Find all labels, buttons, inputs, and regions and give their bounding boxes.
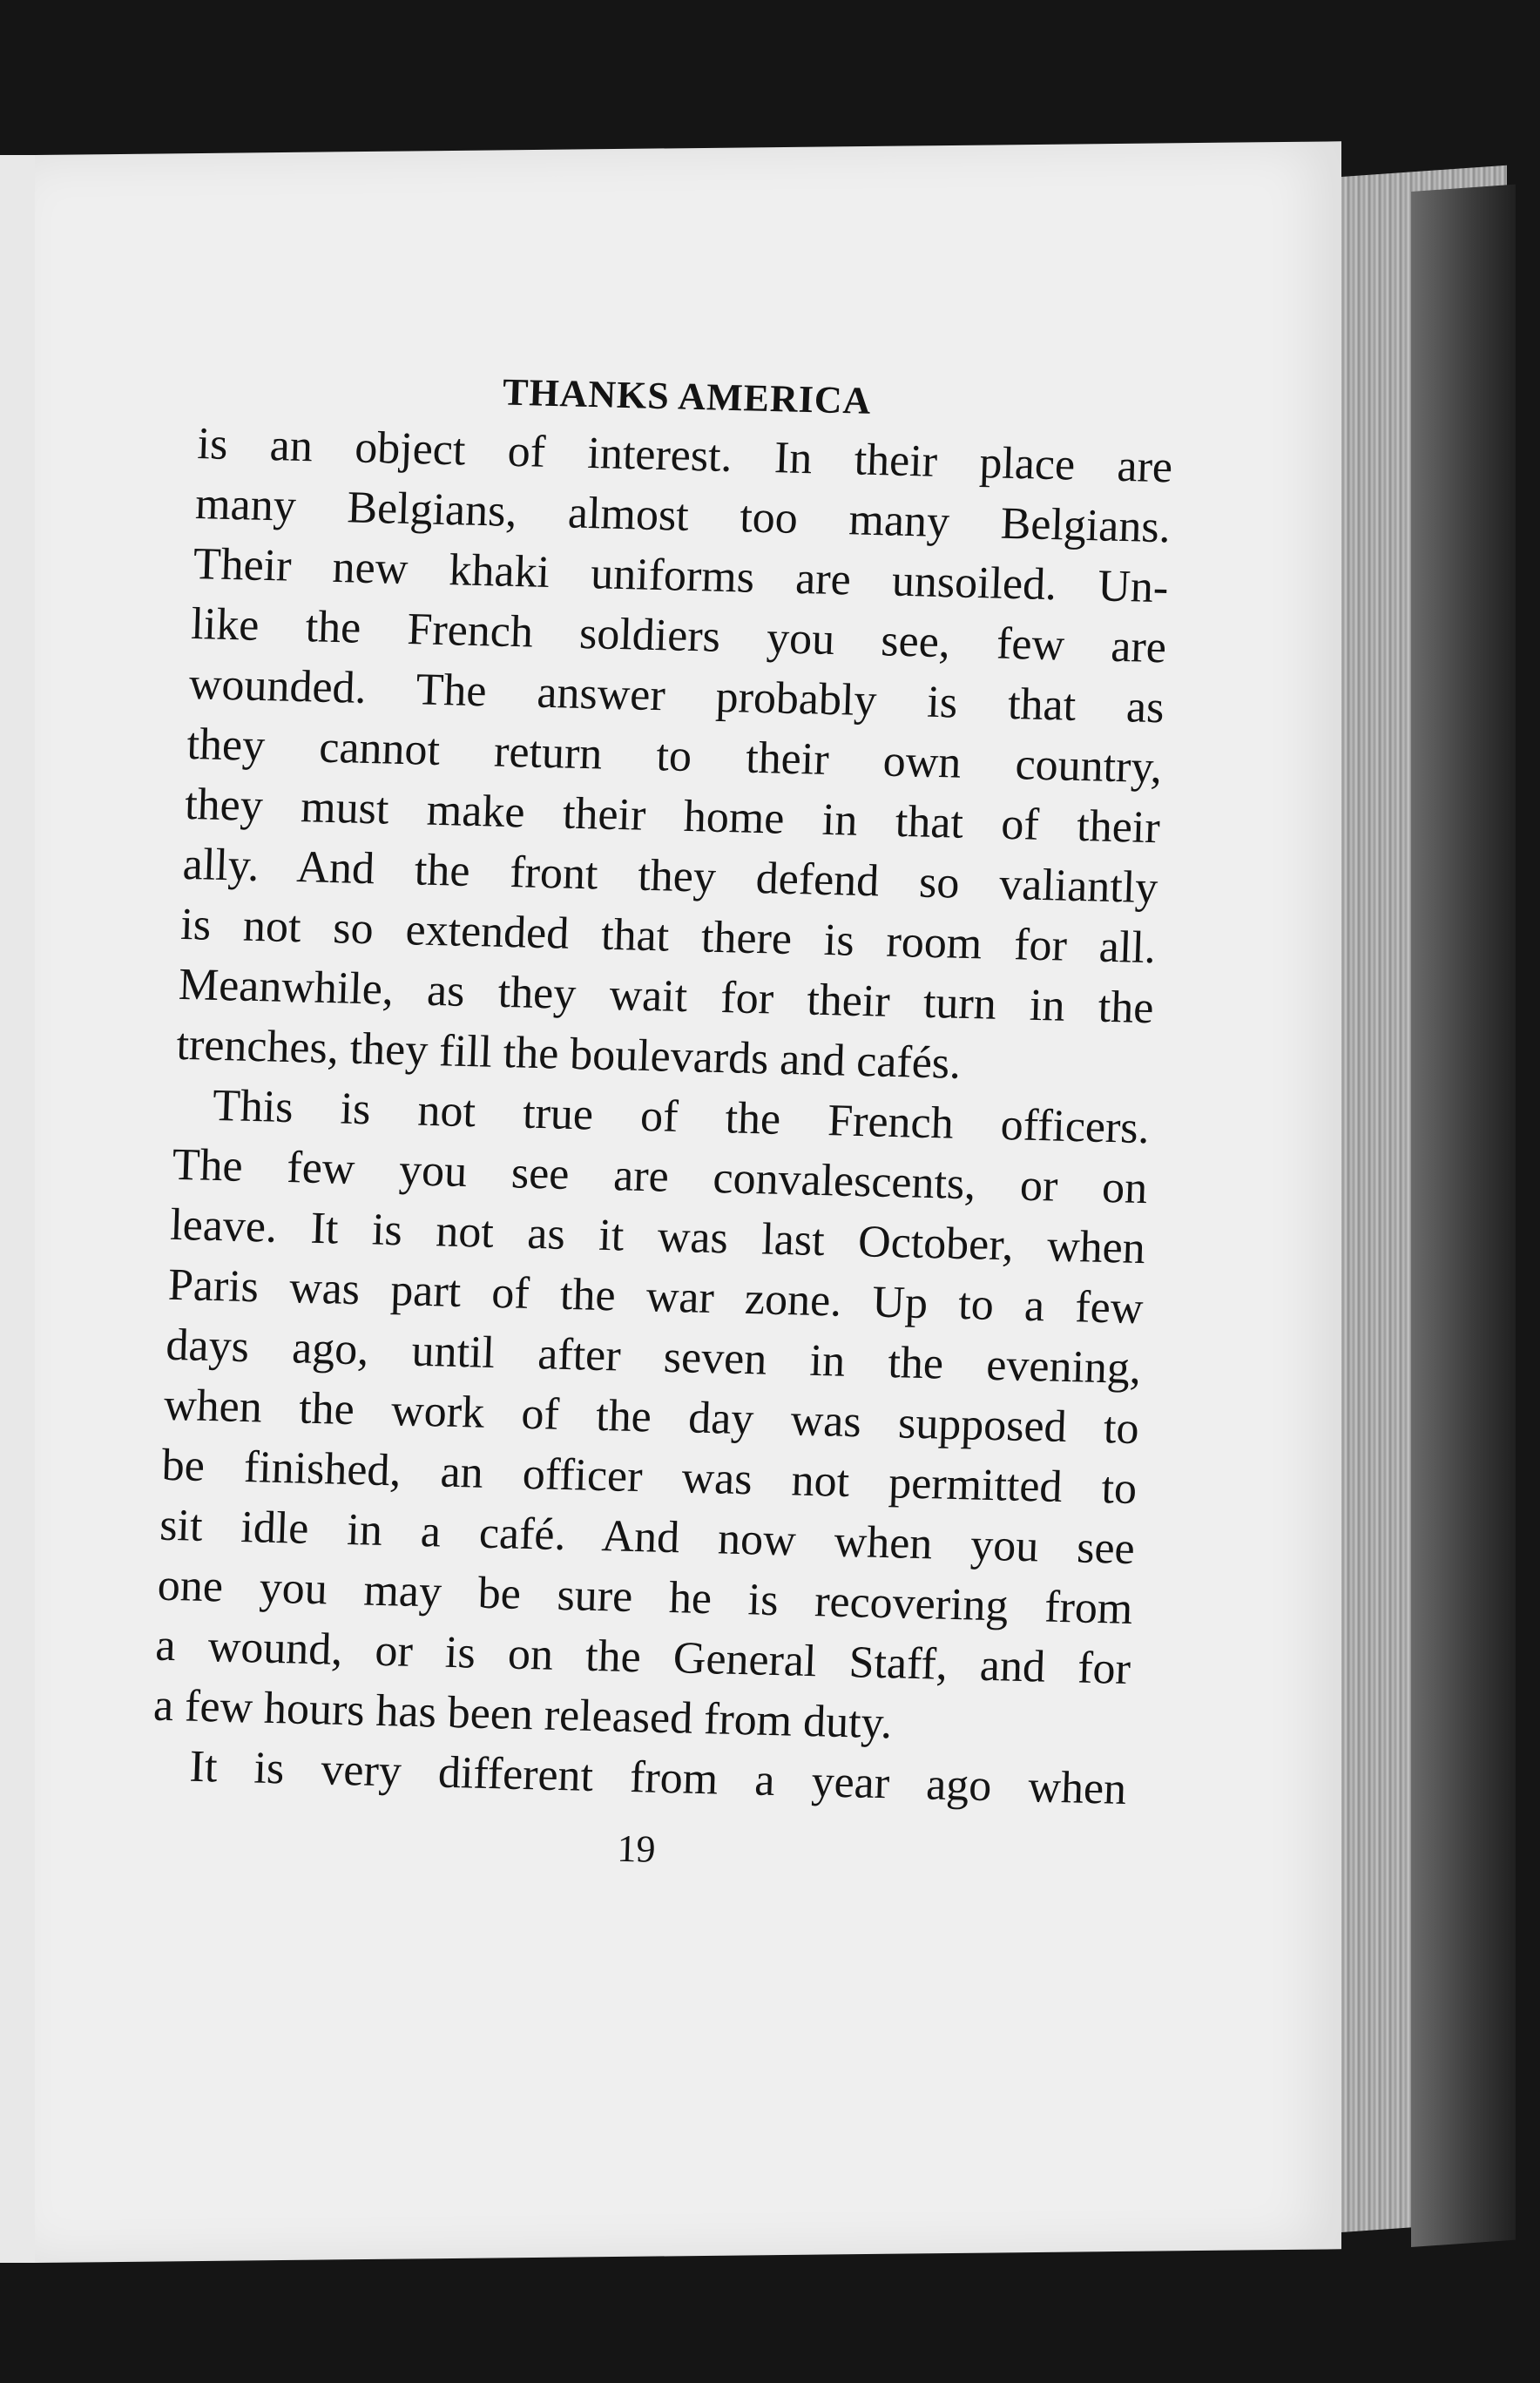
text-line: a wound, or is on the General Staff, and for <box>154 1620 1131 1695</box>
text-line: It is very different from a year ago when <box>188 1741 1128 1814</box>
text-line: sit idle in a café. And now when you see <box>159 1500 1136 1575</box>
body-text <box>151 414 1174 1819</box>
left-page-edge <box>0 155 38 2263</box>
text-line: when the work of the day was supposed to <box>163 1380 1140 1455</box>
text-line: be finished, an officer was not permitted to <box>160 1440 1138 1515</box>
running-head: THANKS AMERICA <box>502 370 873 422</box>
text-line: days ago, until after seven in the evening, <box>165 1320 1142 1394</box>
text-line: is an object of interest. In their place are <box>196 418 1174 493</box>
text-line: The few you see are convalescents, or on <box>171 1139 1149 1214</box>
page-content <box>148 362 1175 1883</box>
text-line: they cannot return to their own country, <box>186 719 1164 793</box>
text-line: leave. It is not as it was last October, when <box>169 1199 1146 1274</box>
text-line: trenches, they fill the boulevards and cafés. <box>175 1019 962 1089</box>
text-line: one you may be sure he is recovering from <box>156 1560 1134 1635</box>
text-line: wounded. The answer probably is that as <box>188 658 1165 733</box>
text-line: a few hours has been released from duty. <box>152 1680 894 1749</box>
text-line: many Belgians, almost too many Belgians. <box>194 478 1172 553</box>
text-line: ally. And the front they defend so valiantly <box>181 839 1159 914</box>
text-line: they must make their home in that of their <box>184 779 1161 854</box>
book-cover-edge <box>1411 185 1516 2247</box>
text-line: like the French soldiers you see, few are <box>190 598 1167 673</box>
text-line: Paris was part of the war zone. Up to a few <box>167 1259 1145 1334</box>
page-number: 19 <box>616 1826 657 1871</box>
text-line: This is not true of the French officers. <box>212 1080 1151 1154</box>
text-line: Meanwhile, as they wait for their turn in the <box>178 959 1155 1034</box>
text-line: Their new khaki uniforms are unsoiled. Un- <box>192 538 1170 613</box>
text-line: is not so extended that there is room for all. <box>179 899 1157 974</box>
book-page <box>35 141 1341 2263</box>
